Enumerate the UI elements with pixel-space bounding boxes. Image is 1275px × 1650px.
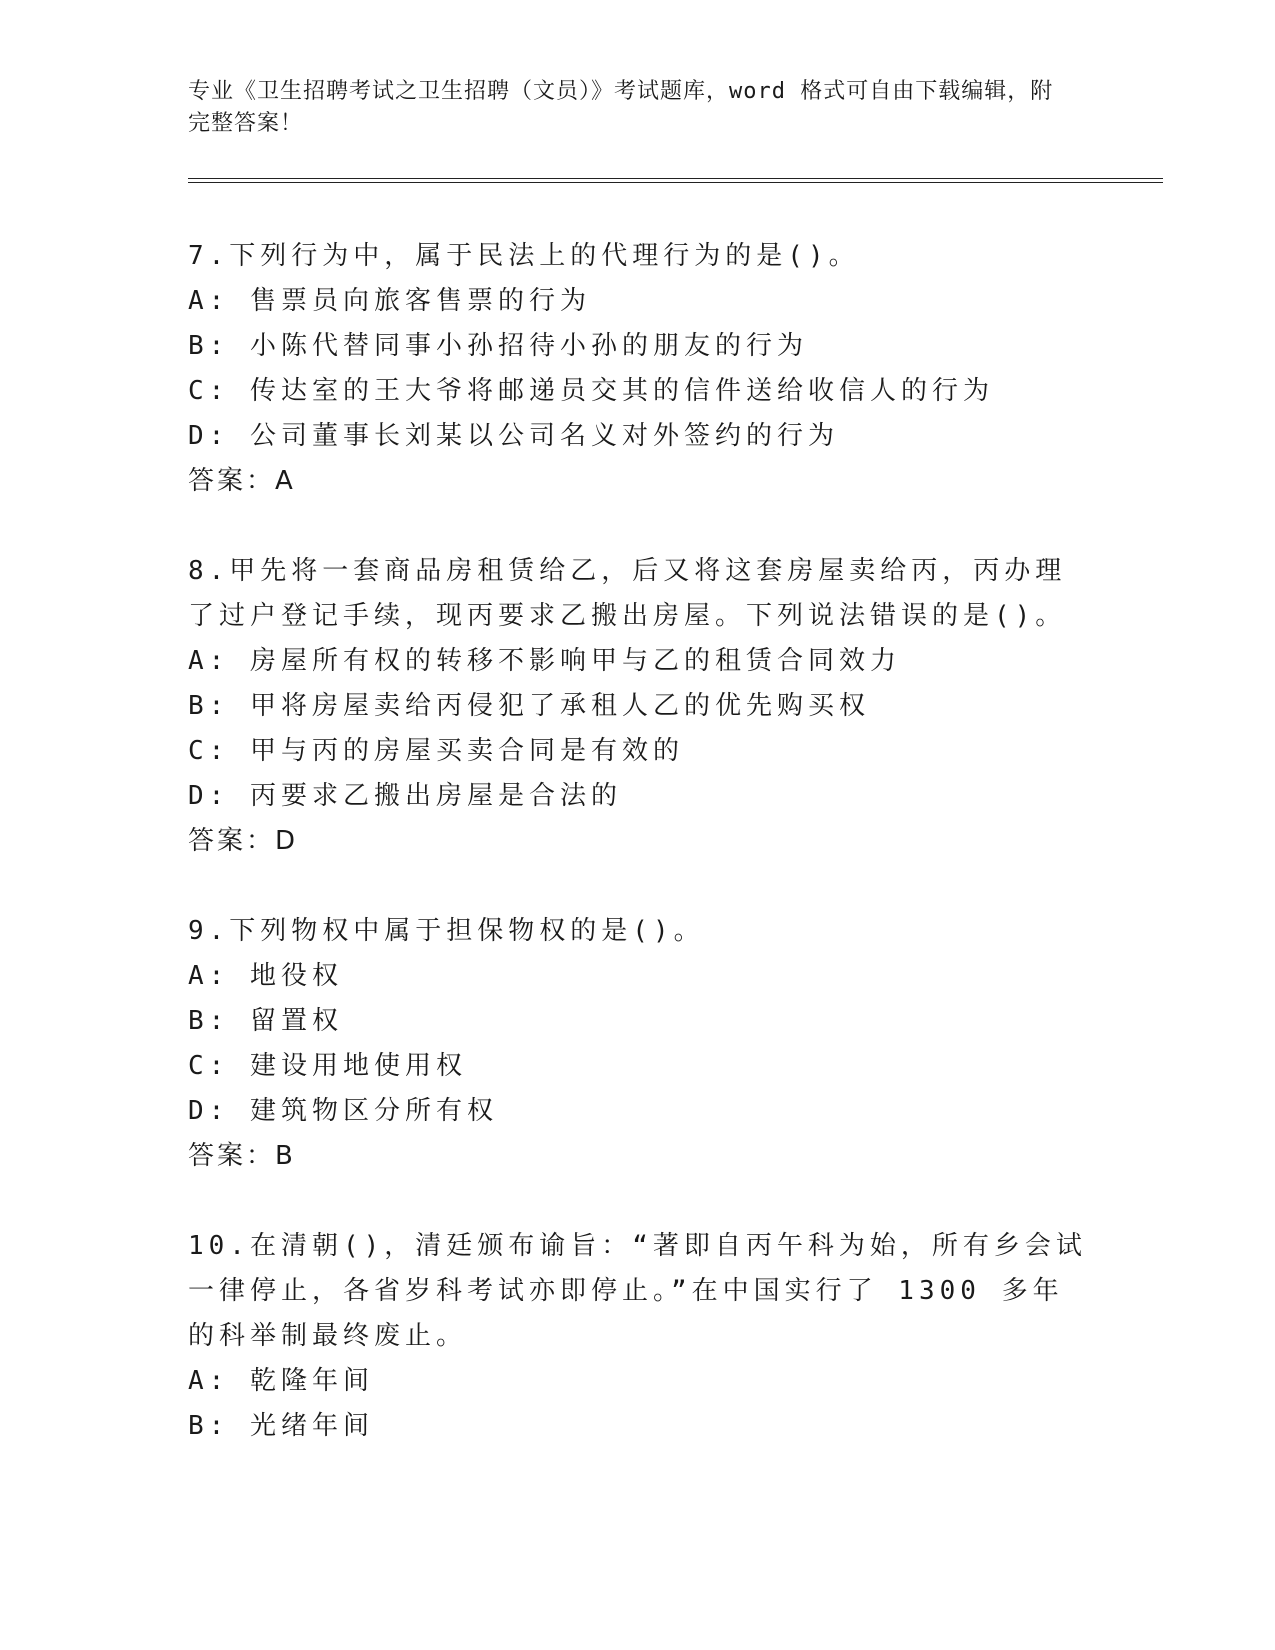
question-list	[188, 234, 1088, 1494]
header-divider	[188, 178, 1163, 183]
question-item	[188, 234, 1088, 504]
page-header-text: 专业《卫生招聘考试之卫生招聘（文员）》考试题库，word 格式可自由下载编辑，附完整答案！	[188, 79, 1054, 136]
option-a: A: 售票员向旅客售票的行为	[188, 286, 591, 316]
option-b: B: 甲将房屋卖给丙侵犯了承租人乙的优先购买权	[188, 691, 870, 721]
question-stem: 8.甲先将一套商品房租赁给乙，后又将这套房屋卖给丙，丙办理了过户登记手续，现丙要求乙搬出房屋。下列说法错误的是()。	[188, 556, 1067, 631]
question-stem: 10.在清朝()，清廷颁布谕旨：“著即自丙午科为始，所有乡会试一律停止，各省岁科考试亦即停止。”在中国实行了 1300 多年的科举制最终废止。	[188, 1231, 1087, 1351]
option-d: D: 丙要求乙搬出房屋是合法的	[188, 781, 622, 811]
answer-line: 答案：B	[188, 1141, 296, 1171]
option-b: B: 光绪年间	[188, 1411, 374, 1441]
answer-line: 答案：D	[188, 826, 299, 856]
answer-line: 答案：A	[188, 466, 296, 496]
option-a: A: 房屋所有权的转移不影响甲与乙的租赁合同效力	[188, 646, 901, 676]
option-d: D: 建筑物区分所有权	[188, 1096, 498, 1126]
option-d: D: 公司董事长刘某以公司名义对外签约的行为	[188, 421, 839, 451]
question-stem: 7.下列行为中，属于民法上的代理行为的是()。	[188, 241, 860, 271]
option-c: C: 传达室的王大爷将邮递员交其的信件送给收信人的行为	[188, 376, 994, 406]
question-item	[188, 909, 1088, 1179]
option-b: B: 小陈代替同事小孙招待小孙的朋友的行为	[188, 331, 808, 361]
option-c: C: 甲与丙的房屋买卖合同是有效的	[188, 736, 684, 766]
option-a: A: 乾隆年间	[188, 1366, 374, 1396]
question-stem: 9.下列物权中属于担保物权的是()。	[188, 916, 705, 946]
option-b: B: 留置权	[188, 1006, 343, 1036]
option-c: C: 建设用地使用权	[188, 1051, 467, 1081]
question-item	[188, 549, 1088, 864]
question-item	[188, 1224, 1088, 1449]
option-a: A: 地役权	[188, 961, 343, 991]
